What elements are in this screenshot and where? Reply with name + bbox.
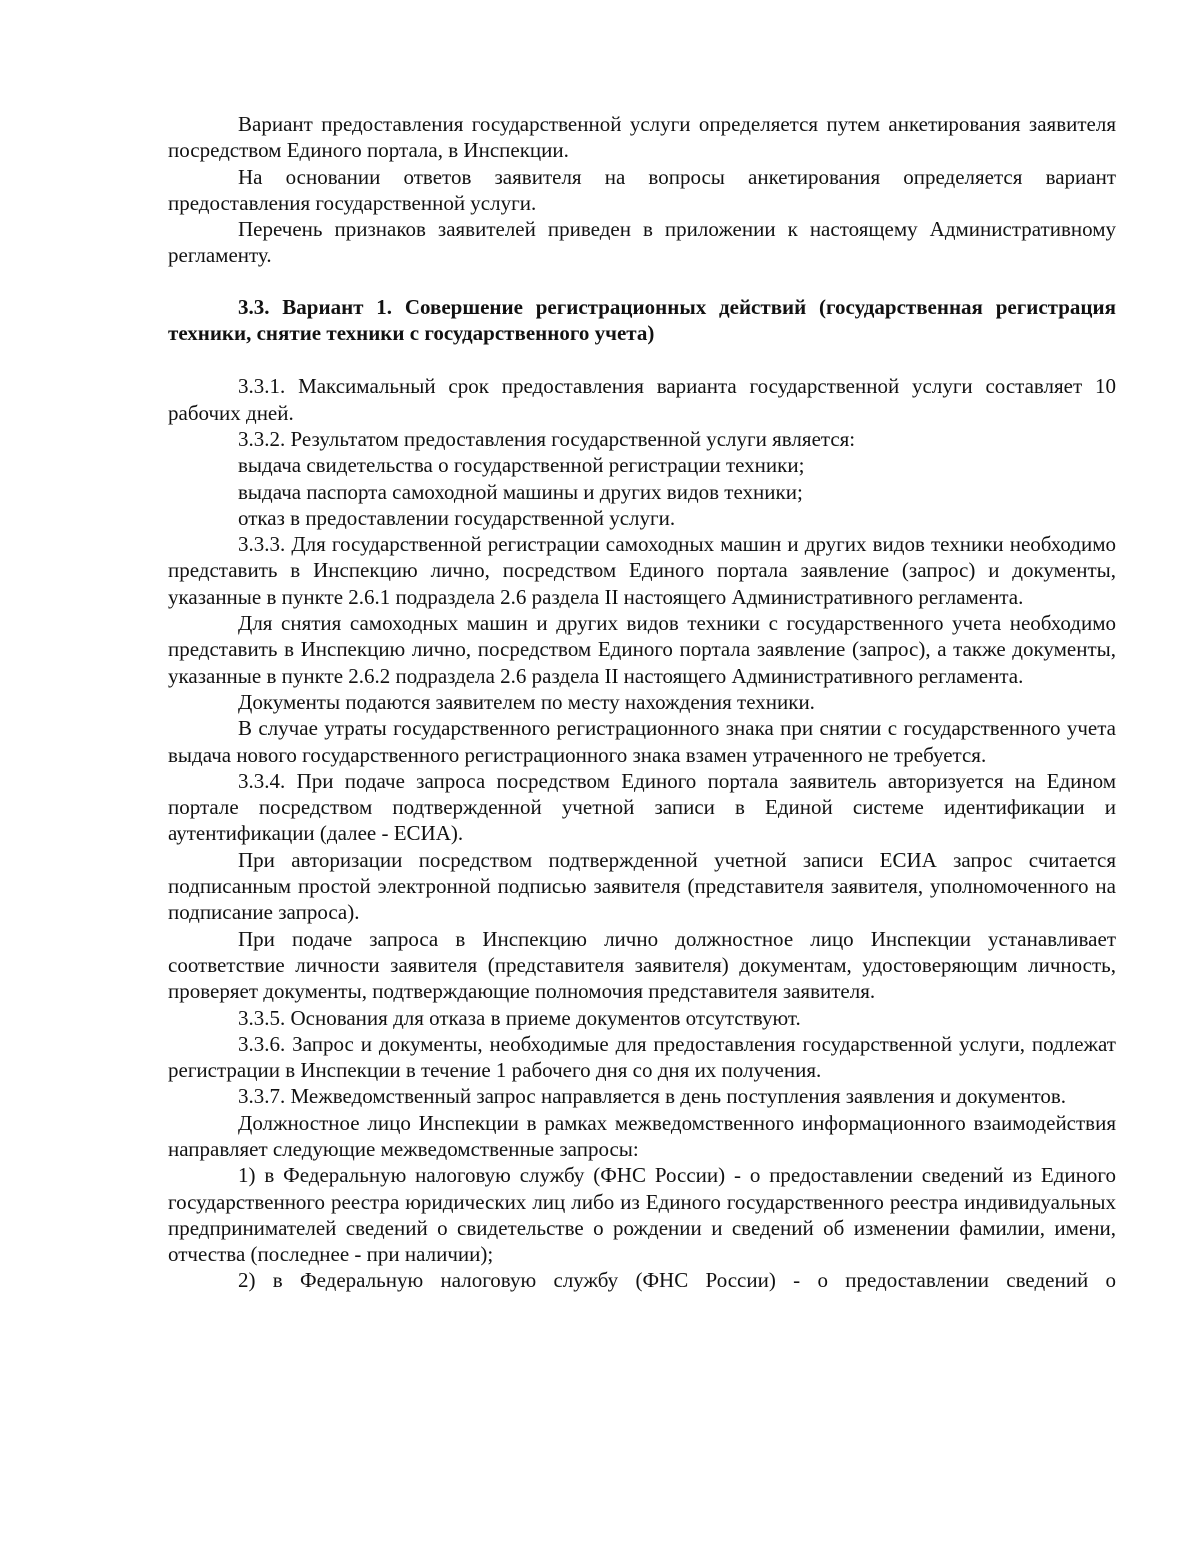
paragraph-3-3-4: 3.3.4. При подаче запроса посредством Единого портала заявитель авторизуется на Едином портале посредством подтвержденной учетной записи в Единой системе идентификации и аутентификации (далее - ЕСИА). [168, 768, 1116, 846]
paragraph-in-person: При подаче запроса в Инспекцию лично должностное лицо Инспекции устанавливает соответствие личности заявителя (представителя заявителя) документам, удостоверяющим личность, проверяет документы, подтверждающие полномочия представителя заявителя. [168, 926, 1116, 1004]
paragraph-3-3-2: 3.3.2. Результатом предоставления государственной услуги является: [238, 426, 856, 451]
paragraph-deregistration: Для снятия самоходных машин и других видов техники с государственного учета необходимо представить в Инспекцию лично, посредством Единого портала заявление (запрос), а также документы, указанные в пункте 2.6.2 подраздела 2.6 раздела II настоящего Административного регламента. [168, 611, 1116, 688]
paragraph-3-3-5: 3.3.5. Основания для отказа в приеме документов отсутствуют. [238, 1005, 801, 1030]
paragraph-applicant-features: Перечень признаков заявителей приведен в приложении к настоящему Административному регламенту. [168, 217, 1116, 268]
paragraph-3-3-1: 3.3.1. Максимальный срок предоставления варианта государственной услуги составляет 10 рабочих дней. [168, 374, 1116, 425]
paragraph-3-3-3: 3.3.3. Для государственной регистрации самоходных машин и других видов техники необходимо представить в Инспекцию лично, посредством Единого портала заявление (запрос) и документы, указанные в пункте 2.6.1 подраздела 2.6 раздела II настоящего Административного регламента. [168, 532, 1116, 609]
list-item-refusal: отказ в предоставлении государственной услуги. [238, 505, 676, 530]
paragraph-variant-determination: Вариант предоставления государственной услуги определяется путем анкетирования заявителя посредством Единого портала, в Инспекции. [168, 112, 1116, 163]
paragraph-lost-plate: В случае утраты государственного регистрационного знака при снятии с государственного учета выдача нового государственного регистрационного знака взамен утраченного не требуется. [168, 716, 1116, 767]
paragraph-3-3-7: 3.3.7. Межведомственный запрос направляется в день поступления заявления и документов. [238, 1084, 1067, 1109]
paragraph-3-3-6: 3.3.6. Запрос и документы, необходимые для предоставления государственной услуги, подлежат регистрации в Инспекции в течение 1 рабочего дня со дня их получения. [168, 1031, 1116, 1083]
list-item-request-1: 1) в Федеральную налоговую службу (ФНС России) - о предоставлении сведений из Единого государственного реестра юридических лиц либо из Единого государственного реестра индивидуальных предпринимателей сведений о свидетельстве о рождении и сведений об изменении фамилии, имени, отчества (последнее - при наличии); [168, 1163, 1116, 1267]
section-heading-3-3: 3.3. Вариант 1. Совершение регистрационных действий (государственная регистрация техники, снятие техники с государственного учета) [168, 294, 1116, 346]
list-item-passport: выдача паспорта самоходной машины и других видов техники; [238, 479, 803, 504]
paragraph-interagency-requests: Должностное лицо Инспекции в рамках межведомственного информационного взаимодействия направляет следующие межведомственные запросы: [168, 1110, 1116, 1161]
list-item-request-2: 2) в Федеральную налоговую службу (ФНС России) - о предоставлении сведений о [238, 1268, 1116, 1293]
paragraph-esia-signature: При авторизации посредством подтвержденной учетной записи ЕСИА запрос считается подписанным простой электронной подписью заявителя (представителя заявителя, уполномоченного на подписание запроса). [168, 847, 1116, 925]
document-page [168, 111, 1116, 1294]
paragraph-documents-location: Документы подаются заявителем по месту нахождения техники. [238, 689, 815, 714]
paragraph-survey-answers: На основании ответов заявителя на вопросы анкетирования определяется вариант предоставления государственной услуги. [168, 164, 1116, 215]
list-item-certificate: выдача свидетельства о государственной регистрации техники; [238, 453, 805, 478]
